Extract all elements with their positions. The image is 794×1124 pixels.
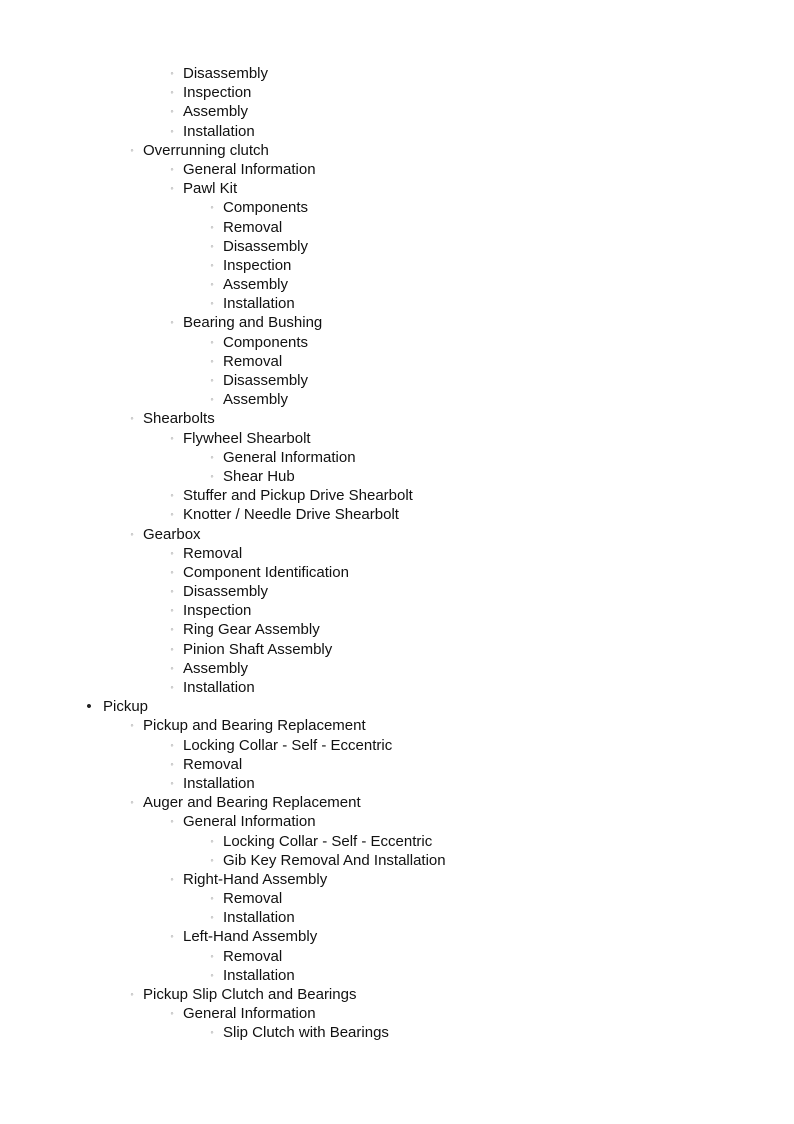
toc-item-label: Disassembly [183,65,269,82]
toc-item-level-3 [0,429,794,448]
toc-item-label: Locking Collar - Self - Eccentric [183,736,393,754]
hollow-bullet-icon: ◦ [170,509,174,520]
hollow-bullet-icon: ◦ [130,797,134,808]
toc-item-label: Removal [223,890,283,908]
toc-item-label: Shearbolts [143,410,215,428]
toc-item-level-3 [0,486,794,505]
toc-item-level-3 [0,736,794,755]
toc-item-level-4 [0,294,794,313]
hollow-bullet-icon: ◦ [170,873,174,884]
toc-item-level-4 [0,333,794,352]
toc-item-level-4 [0,237,794,256]
toc-item-level-3 [0,179,794,198]
hollow-bullet-icon: ◦ [170,739,174,750]
hollow-bullet-icon: ◦ [170,931,174,942]
toc-item-level-4 [0,889,794,908]
toc-item-label: Inspection [183,602,252,620]
hollow-bullet-icon: ◦ [170,1008,174,1019]
toc-item-level-3 [0,601,794,620]
toc-item-level-3 [0,544,794,563]
hollow-bullet-icon: ◦ [130,413,134,424]
hollow-bullet-icon: ◦ [210,298,214,309]
hollow-bullet-icon: ◦ [210,835,214,846]
hollow-bullet-icon: ◦ [210,950,214,961]
hollow-bullet-icon: ◦ [130,144,134,155]
hollow-bullet-icon: ◦ [170,106,174,117]
toc-item-label: Component Identification [183,563,349,581]
toc-item-level-4 [0,966,794,985]
toc-item-level-3 [0,755,794,774]
toc-item-level-3 [0,505,794,524]
toc-item-label: Removal [223,352,283,370]
hollow-bullet-icon: ◦ [170,317,174,328]
toc-item-level-2 [0,793,794,812]
toc-item-label: Installation [183,774,255,792]
hollow-bullet-icon: ◦ [210,355,214,366]
hollow-bullet-icon: ◦ [210,202,214,213]
hollow-bullet-icon: ◦ [170,87,174,98]
toc-item-level-4 [0,832,794,851]
hollow-bullet-icon: ◦ [210,451,214,462]
toc-item-level-3 [0,582,794,601]
toc-item-label: Knotter / Needle Drive Shearbolt [183,506,399,524]
toc-item-level-4 [0,256,794,275]
hollow-bullet-icon: ◦ [210,912,214,923]
toc-item-label: Installation [183,679,255,696]
toc-item-label: Assembly [223,391,289,409]
hollow-bullet-icon: ◦ [210,279,214,290]
hollow-bullet-icon: ◦ [170,547,174,558]
toc-item-level-3 [0,313,794,332]
hollow-bullet-icon: ◦ [130,989,134,999]
toc-item-label: Assembly [223,276,289,294]
toc-item-level-2 [0,409,794,428]
toc-item-level-4 [0,198,794,217]
toc-item-level-1 [0,697,794,716]
toc-item-level-3 [0,102,794,121]
hollow-bullet-icon: ◦ [170,163,174,174]
hollow-bullet-icon: ◦ [170,68,174,78]
hollow-bullet-icon: ◦ [170,432,174,443]
hollow-bullet-icon: ◦ [210,854,214,865]
toc-item-label: Gib Key Removal And Installation [223,851,446,869]
toc-item-label: Pawl Kit [183,180,238,198]
toc-item-label: Stuffer and Pickup Drive Shearbolt [183,487,413,505]
toc-item-level-3 [0,659,794,678]
toc-item-label: Overrunning clutch [143,141,269,159]
toc-item-label: Gearbox [143,525,201,543]
toc-item-level-4 [0,352,794,371]
toc-item-level-3 [0,640,794,659]
toc-item-label: General Information [183,813,316,831]
toc-item-level-3 [0,774,794,793]
hollow-bullet-icon: ◦ [170,624,174,635]
toc-item-label: Installation [223,909,295,927]
toc-item-label: Disassembly [223,237,309,255]
hollow-bullet-icon: ◦ [210,394,214,405]
toc-item-level-4 [0,275,794,294]
toc-item-label: Pickup [103,698,149,716]
hollow-bullet-icon: ◦ [170,816,174,827]
filled-bullet-icon: • [86,698,92,716]
toc-item-level-4 [0,218,794,237]
toc-item-level-2 [0,716,794,735]
hollow-bullet-icon: ◦ [170,586,174,597]
toc-item-label: Bearing and Bushing [183,314,323,332]
hollow-bullet-icon: ◦ [210,221,214,232]
hollow-bullet-icon: ◦ [210,240,214,251]
toc-item-label: Shear Hub [223,467,295,485]
toc-item-level-3 [0,160,794,179]
hollow-bullet-icon: ◦ [130,528,134,539]
hollow-bullet-icon: ◦ [210,1027,214,1038]
toc-item-label: Locking Collar - Self - Eccentric [223,832,433,850]
hollow-bullet-icon: ◦ [210,375,214,385]
toc-item-label: Left-Hand Assembly [183,928,318,946]
toc-item-label: Components [223,199,309,217]
toc-item-level-2 [0,141,794,160]
toc-item-level-2 [0,985,794,1004]
hollow-bullet-icon: ◦ [210,336,214,347]
toc-item-label: Disassembly [183,583,269,601]
toc-item-level-3 [0,64,794,83]
toc-item-level-4 [0,467,794,486]
hollow-bullet-icon: ◦ [210,893,214,904]
toc-item-level-3 [0,812,794,831]
toc-item-level-4 [0,947,794,966]
toc-item-label: Flywheel Shearbolt [183,429,311,447]
hollow-bullet-icon: ◦ [170,758,174,769]
hollow-bullet-icon: ◦ [170,777,174,788]
hollow-bullet-icon: ◦ [170,490,174,501]
hollow-bullet-icon: ◦ [210,259,214,270]
hollow-bullet-icon: ◦ [170,605,174,616]
toc-item-label: Removal [183,755,243,773]
toc-item-label: General Information [183,1005,316,1023]
toc-item-level-4 [0,908,794,927]
hollow-bullet-icon: ◦ [130,720,134,731]
hollow-bullet-icon: ◦ [170,643,174,654]
toc-item-label: General Information [183,160,316,178]
toc-item-label: Pickup and Bearing Replacement [143,717,366,735]
toc-item-label: Installation [183,122,255,140]
toc-item-label: Removal [183,544,243,562]
toc-item-level-4 [0,448,794,467]
toc-item-label: Disassembly [223,372,309,389]
toc-item-label: Installation [223,966,295,984]
toc-item-level-3 [0,927,794,946]
toc-item-level-3 [0,870,794,889]
toc-item-level-4 [0,851,794,870]
hollow-bullet-icon: ◦ [210,470,214,481]
toc-item-label: Removal [223,218,283,236]
toc-item-label: Assembly [183,103,249,121]
table-of-contents-list [0,64,794,1043]
toc-item-level-3 [0,563,794,582]
toc-item-level-3 [0,1004,794,1023]
toc-item-label: Assembly [183,659,249,677]
hollow-bullet-icon: ◦ [170,662,174,673]
toc-item-level-4 [0,390,794,409]
toc-item-label: Inspection [223,256,292,274]
toc-item-level-2 [0,525,794,544]
toc-item-level-3 [0,620,794,639]
toc-item-level-4 [0,1023,794,1042]
toc-item-label: Components [223,333,309,351]
hollow-bullet-icon: ◦ [170,682,174,692]
toc-item-label: Pinion Shaft Assembly [183,640,333,658]
toc-item-level-4 [0,371,794,390]
toc-item-label: Slip Clutch with Bearings [223,1024,389,1042]
toc-item-label: Right-Hand Assembly [183,870,328,888]
toc-item-label: General Information [223,448,356,466]
toc-item-label: Removal [223,947,283,965]
toc-item-level-3 [0,83,794,102]
hollow-bullet-icon: ◦ [170,566,174,577]
hollow-bullet-icon: ◦ [210,969,214,980]
toc-item-label: Inspection [183,84,252,102]
hollow-bullet-icon: ◦ [170,125,174,136]
toc-item-level-3 [0,678,794,697]
hollow-bullet-icon: ◦ [170,183,174,194]
toc-item-label: Installation [223,295,295,313]
toc-item-label: Auger and Bearing Replacement [143,794,361,812]
toc-item-label: Ring Gear Assembly [183,621,320,639]
toc-item-label: Pickup Slip Clutch and Bearings [143,986,357,1003]
toc-item-level-3 [0,122,794,141]
